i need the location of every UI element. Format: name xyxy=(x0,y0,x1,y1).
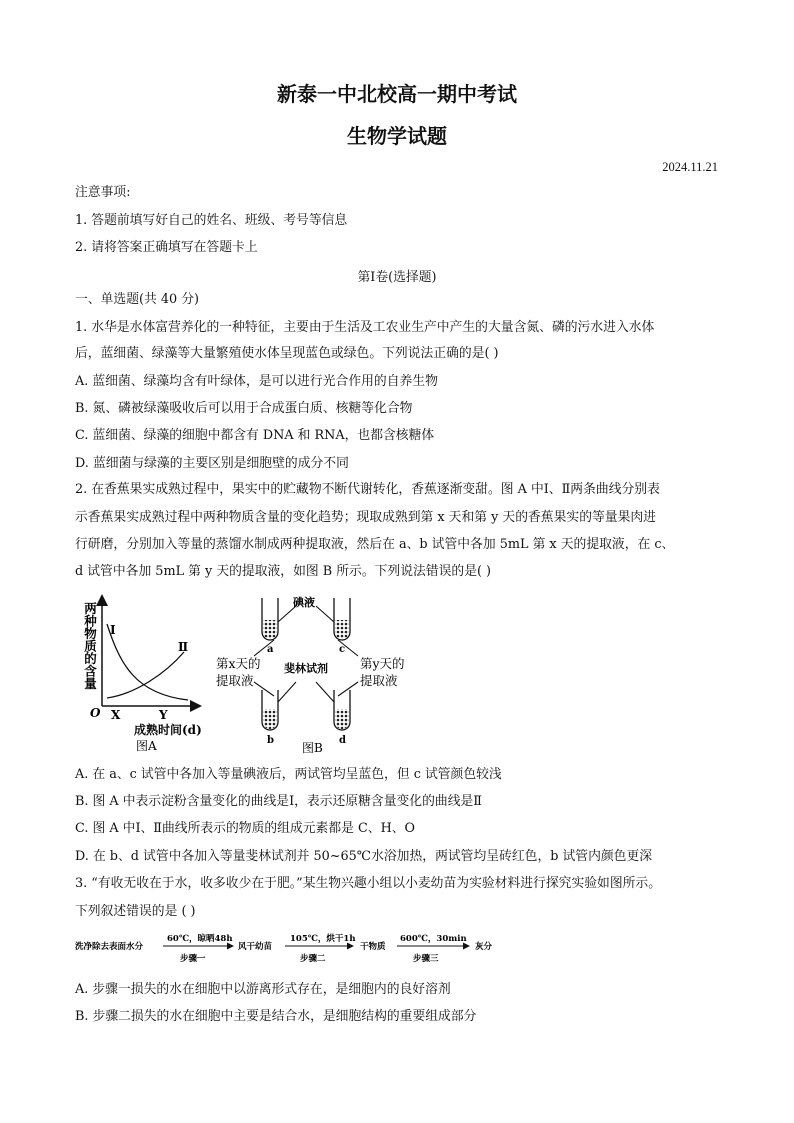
flow-mid2: 干物质 xyxy=(360,942,386,952)
q2-stem-line: 行研磨，分别加入等量的蒸馏水制成两种提取液，然后在 a、b 试管中各加 5mL 第 x 天的提取液，在 c、 xyxy=(75,537,675,552)
figure-a-graph xyxy=(80,594,215,759)
q1-stem-line: 1. 水华是水体富营养化的一种特征，主要由于生活及工农业生产中产生的大量含氮、磷的污水进入水体 xyxy=(75,320,655,335)
tube-d-label: d xyxy=(339,735,346,746)
figure-b-diagram xyxy=(212,594,412,759)
flow-step2-condition: 105℃，烘干1h xyxy=(290,934,356,944)
q2-option-d: D. 在 b、d 试管中各加入等量斐林试剂并 50~65℃水浴加热，两试管均呈砖红色，b 试管内颜色更深 xyxy=(75,849,653,864)
flow-step1-label: 步骤一 xyxy=(180,954,206,964)
flow-step3-label: 步骤三 xyxy=(413,954,439,964)
exam-date: 2024.11.21 xyxy=(662,160,718,174)
q1-option-a: A. 蓝细菌、绿藻均含有叶绿体，是可以进行光合作用的自养生物 xyxy=(75,374,438,389)
day-x-label-2: 提取液 xyxy=(216,673,254,688)
flow-mid1: 风干幼苗 xyxy=(238,942,273,952)
flow-end: 灰分 xyxy=(475,942,493,952)
flow-start: 洗净除去表面水分 xyxy=(75,942,144,952)
day-x-label: 第x天的 xyxy=(216,656,261,671)
notice-item: 2. 请将答案正确填写在答题卡上 xyxy=(75,240,258,255)
x-axis-label: 成熟时间(d) xyxy=(134,723,202,737)
q2-stem-line: 示香蕉果实成熟过程中两种物质含量的变化趋势；现取成熟到第 x 天和第 y 天的香蕉果实的等量果肉进 xyxy=(75,510,656,525)
notice-heading: 注意事项: xyxy=(75,185,131,200)
test-tube-a xyxy=(262,598,278,640)
q1-stem-line: 后，蓝细菌、绿藻等大量繁殖使水体呈现蓝色或绿色。下列说法正确的是( ) xyxy=(75,346,499,361)
exam-title: 新泰一中北校高一期中考试 xyxy=(277,82,517,106)
q1-option-d: D. 蓝细菌与绿藻的主要区别是细胞壁的成分不同 xyxy=(75,456,349,471)
q2-option-c: C. 图 A 中Ⅰ、Ⅱ曲线所表示的物质的组成元素都是 C、H、O xyxy=(75,821,416,836)
origin-label: O xyxy=(90,706,101,720)
flow-step2-label: 步骤二 xyxy=(300,954,326,964)
tube-c-label: c xyxy=(339,644,346,655)
fehling-label: 斐林试剂 xyxy=(284,662,328,675)
tube-b-label: b xyxy=(267,735,274,746)
figure-b-caption: 图B xyxy=(302,741,323,755)
q2-stem-line: d 试管中各加 5mL 第 y 天的提取液，如图 B 所示。下列说法错误的是( ) xyxy=(75,564,492,579)
q2-option-b: B. 图 A 中表示淀粉含量变化的曲线是Ⅰ，表示还原糖含量变化的曲线是Ⅱ xyxy=(75,794,482,809)
q2-stem-line: 2. 在香蕉果实成熟过程中，果实中的贮藏物不断代谢转化，香蕉逐渐变甜。图 A 中Ⅰ、Ⅱ两条曲线分别表 xyxy=(75,482,660,497)
curve-2 xyxy=(107,652,184,698)
curve-1-label: Ⅰ xyxy=(110,623,116,637)
curve-1 xyxy=(107,624,188,700)
section-title: 一、单选题(共 40 分) xyxy=(75,292,199,307)
q3-option-a: A. 步骤一损失的水在细胞中以游离形式存在，是细胞内的良好溶剂 xyxy=(75,982,451,997)
q1-option-b: B. 氮、磷被绿藻吸收后可以用于合成蛋白质、核糖等化合物 xyxy=(75,401,413,416)
q2-option-a: A. 在 a、c 试管中各加入等量碘液后，两试管均呈蓝色，但 c 试管颜色较浅 xyxy=(75,767,502,782)
flow-step3-condition: 600℃，30min xyxy=(400,934,467,944)
test-tube-c xyxy=(334,598,350,640)
q3-option-b: B. 步骤二损失的水在细胞中主要是结合水，是细胞结构的重要组成部分 xyxy=(75,1009,477,1024)
exam-subtitle: 生物学试题 xyxy=(347,124,447,148)
x-mark: X xyxy=(111,708,121,722)
curve-2-label: Ⅱ xyxy=(178,640,189,654)
y-axis-label: 两种物质的含量 xyxy=(82,602,98,690)
tube-a-label: a xyxy=(267,644,274,655)
q3-stem-line: 下列叙述错误的是 ( ) xyxy=(75,904,196,919)
test-tube-d xyxy=(334,690,350,730)
test-tube-b xyxy=(262,690,278,730)
day-y-label-2: 提取液 xyxy=(360,673,398,688)
notice-item: 1. 答题前填写好自己的姓名、班级、考号等信息 xyxy=(75,213,348,228)
figure-a-caption: 图A xyxy=(136,739,157,753)
q1-option-c: C. 蓝细菌、绿藻的细胞中都含有 DNA 和 RNA，也都含核糖体 xyxy=(75,428,435,443)
flow-step1-condition: 60℃，晾晒48h xyxy=(167,934,233,944)
q3-stem-line: 3. “有收无收在于水，收多收少在于肥。”某生物兴趣小组以小麦幼苗为实验材料进行探究实验如图所示。 xyxy=(75,876,662,891)
part-title: 第Ⅰ卷(选择题) xyxy=(357,270,437,285)
y-mark: Y xyxy=(159,708,168,722)
iodine-label: 碘液 xyxy=(293,596,315,609)
q3-flow-diagram xyxy=(75,930,515,970)
day-y-label: 第y天的 xyxy=(360,656,405,671)
